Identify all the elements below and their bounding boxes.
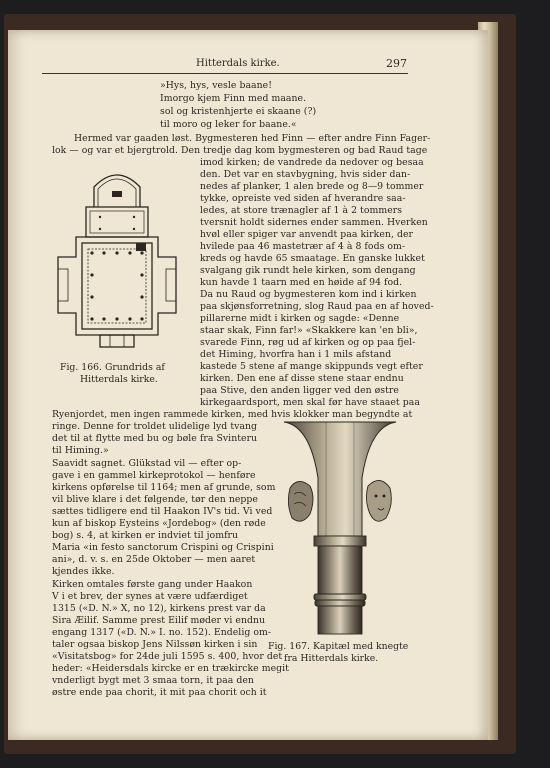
page-number: 297 bbox=[386, 57, 407, 70]
body-line: sættes tidligere end til Haakon IV's tid. Vi ved bbox=[52, 506, 273, 517]
body-line: vil blive klare i det følgende, tør den neppe bbox=[52, 494, 258, 505]
body-line: kirkens opførelse til 1164; men af grunde, som bbox=[52, 482, 276, 493]
body-line: svalgang gik rundt hele kirken, som dengang bbox=[200, 265, 416, 276]
body-line: taler ogsaa biskop Jens Nilssøn kirken i sin bbox=[52, 639, 258, 650]
body-line: kirkegaardsport, men skal før have staaet paa bbox=[200, 397, 420, 408]
body-line: paa skjønsforretning, slog Raud paa en af hoved- bbox=[200, 301, 434, 312]
capital-figure bbox=[280, 418, 400, 636]
body-line: kastede 5 stene af mange skippunds vegt efter bbox=[200, 361, 423, 372]
body-line: tversnit holdt sidernes ender sammen. Hverken bbox=[200, 217, 428, 228]
body-line: 1315 («D. N.» X, no 12), kirkens prest var da bbox=[52, 603, 266, 614]
body-line: Da nu Raud og bygmesteren kom ind i kirken bbox=[200, 289, 417, 300]
verse-line: Imorgo kjem Finn med maane. bbox=[160, 93, 307, 104]
figure-166-caption-line: Hitterdals kirke. bbox=[80, 374, 158, 385]
floor-plan-figure bbox=[52, 165, 182, 350]
body-line: ringe. Denne for troldet ulidelige lyd tvang bbox=[52, 421, 258, 432]
figure-167-caption-line: Fig. 167. Kapitæl med knegte bbox=[268, 641, 409, 652]
body-line: den. Det var en stavbygning, hvis sider dan- bbox=[200, 169, 411, 180]
body-line: svarede Finn, røg ud af kirken og op paa fjel- bbox=[200, 337, 416, 348]
body-line: Sira Æilif. Samme prest Eilif møder vi endnu bbox=[52, 615, 266, 626]
verse-line: »Hys, hys, vesle baane! bbox=[160, 80, 273, 91]
body-line: kjendes ikke. bbox=[52, 566, 115, 577]
body-line: ani», d. v. s. en 25de Oktober — men aaret bbox=[52, 554, 256, 565]
body-line: paa Stive, den anden ligger ved den østre bbox=[200, 385, 399, 396]
body-line: staar skak, Finn far!» «Skakkere kan 'en bli», bbox=[200, 325, 418, 336]
body-line: V i et brev, der synes at være udfærdiget bbox=[52, 591, 248, 602]
body-line: østre ende paa chorit, it mit paa chorit och it bbox=[52, 687, 267, 698]
running-header: Hitterdals kirke. bbox=[196, 58, 280, 69]
body-line: kun havde 1 taarn med en høide af 94 fod. bbox=[200, 277, 403, 288]
body-line: kirken. Den ene af disse stene staar endnu bbox=[200, 373, 404, 384]
body-line: Maria «in festo sanctorum Crispini og Crispini bbox=[52, 542, 274, 553]
verse-line: til moro og leker for baane.« bbox=[160, 119, 297, 130]
figure-166-caption-line: Fig. 166. Grundrids af bbox=[60, 362, 165, 373]
body-line: Kirken omtales første gang under Haakon bbox=[52, 579, 253, 590]
body-line: kreds og havde 65 smaatage. En ganske lukket bbox=[200, 253, 425, 264]
header-rule bbox=[42, 73, 408, 74]
body-line: bog) s. 4, at kirken er indviet til jomfru bbox=[52, 530, 239, 541]
body-line: Ryenjordet, men ingen rammede kirken, med hvis klokker man begyndte at bbox=[52, 409, 413, 420]
body-line: pillarerne midt i kirken og sagde: «Denne bbox=[200, 313, 400, 324]
body-line: hvøl eller spiger var anvendt paa kirken, der bbox=[200, 229, 413, 240]
body-line: «Visitatsbog» for 24de juli 1595 s. 400, hvor det bbox=[52, 651, 283, 662]
body-line: kun af biskop Eysteins «Jordebog» (den røde bbox=[52, 518, 266, 529]
body-line: vnderligt bygt met 3 smaa torn, it paa den bbox=[52, 675, 254, 686]
body-line: hvilede paa 46 mastetrær af 4 à 8 fods om- bbox=[200, 241, 406, 252]
verse-line: sol og kristenhjerte ei skaane (?) bbox=[160, 106, 317, 117]
body-line: nedes af planker, 1 alen brede og 8—9 tommer bbox=[200, 181, 424, 192]
body-line: det til at flytte med bu og bøle fra Svinteru bbox=[52, 433, 258, 444]
body-line: heder: «Heidersdals kircke er en trækircke megit bbox=[52, 663, 289, 674]
body-line: Hermed var gaaden løst. Bygmesteren hed Finn — efter andre Finn Fager- bbox=[74, 133, 431, 144]
body-line: det Himing, hvorfra han i 1 mils afstand bbox=[200, 349, 392, 360]
body-line: lok — og var et bjergtrold. Den tredje dag kom bygmesteren og bad Raud tage bbox=[52, 145, 428, 156]
body-line: tykke, opreiste ved siden af hverandre saa- bbox=[200, 193, 406, 204]
body-line: til Himing.» bbox=[52, 445, 109, 456]
figure-167-caption-line: fra Hitterdals kirke. bbox=[284, 653, 379, 664]
body-line: Saavidt sagnet. Glükstad vil — efter op- bbox=[52, 458, 242, 469]
body-line: imod kirken; de vandrede da nedover og besaa bbox=[200, 157, 424, 168]
body-line: ledes, at store trænagler af 1 à 2 tommers bbox=[200, 205, 403, 216]
body-line: engang 1317 («D. N.» I. no. 152). Endelig om- bbox=[52, 627, 272, 638]
body-line: gave i en gammel kirkeprotokol — henføre bbox=[52, 470, 256, 481]
